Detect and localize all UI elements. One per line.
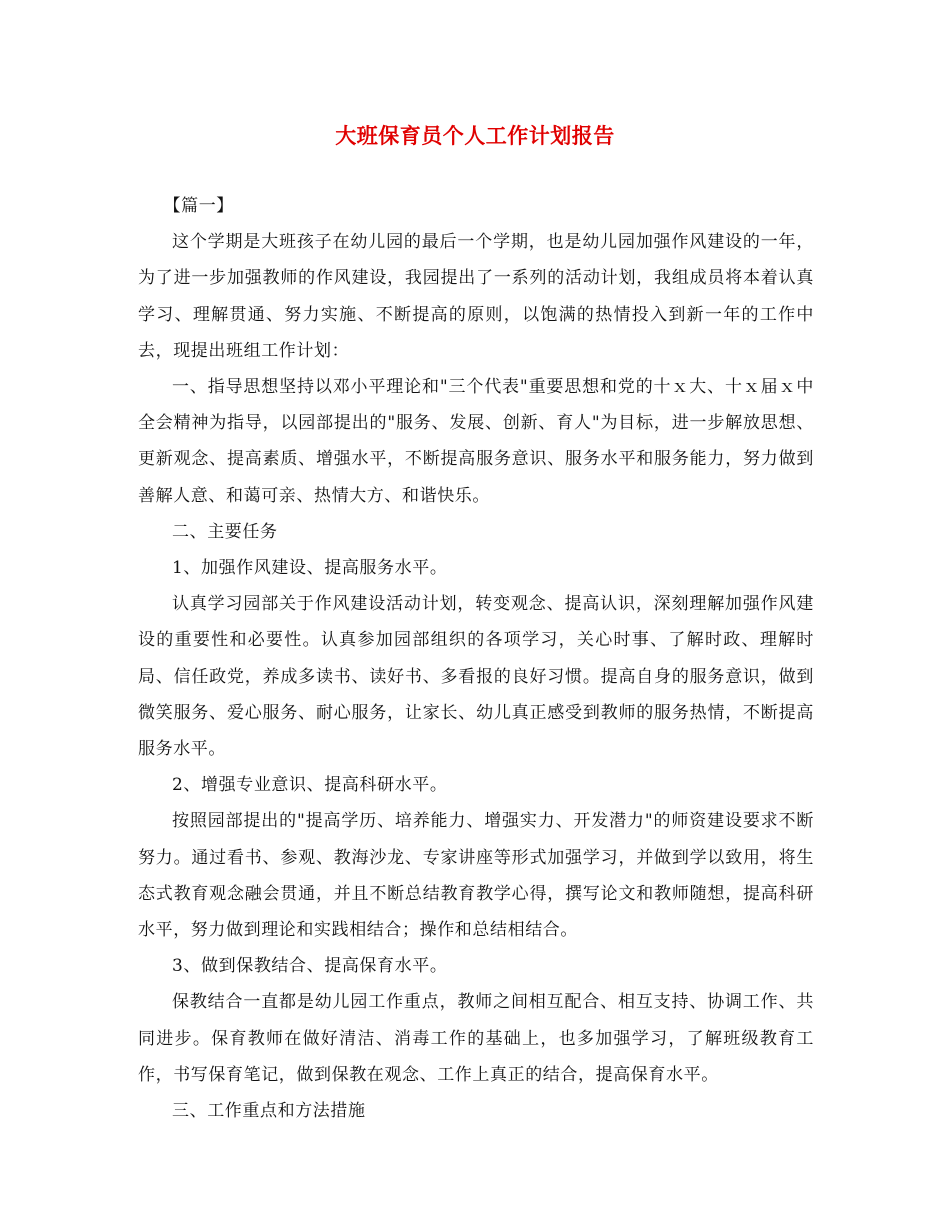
task-1-heading: 1、加强作风建设、提高服务水平。: [172, 558, 448, 579]
task-2-heading: 2、增强专业意识、提高科研水平。: [172, 775, 448, 796]
section-heading-part-one: 【篇一】: [163, 196, 234, 216]
intro-paragraph: 这个学期是大班孩子在幼儿园的最后一个学期，也是幼儿园加强作风建设的一年，为了进一步加强教师的作风建设，我园提出了一系列的活动计划，我组成员将本着认真学习、理解贯通、努力实施、不断提高的原则，以饱满的热情投入到新一年的工作中去，现提出班组工作计划：: [138, 232, 814, 361]
task-3-heading: 3、做到保教结合、提高保育水平。: [172, 956, 448, 977]
document-body: [138, 188, 814, 1129]
task-3-paragraph: 保教结合一直都是幼儿园工作重点，教师之间相互配合、相互支持、协调工作、共同进步。保育教师在做好清洁、消毒工作的基础上，也多加强学习，了解班级教育工作，书写保育笔记，做到保教在观念、工作上真正的结合，提高保育水平。: [138, 992, 814, 1085]
task-1-paragraph: 认真学习园部关于作风建设活动计划，转变观念、提高认识，深刻理解加强作风建设的重要性和必要性。认真参加园部组织的各项学习，关心时事、了解时政、理解时局、信任政党，养成多读书、读好书、多看报的良好习惯。提高自身的服务意识，做到微笑服务、爱心服务、耐心服务，让家长、幼儿真正感受到教师的服务热情，不断提高服务水平。: [138, 594, 814, 760]
document-title: 大班保育员个人工作计划报告: [335, 123, 615, 148]
task-2-paragraph: 按照园部提出的"提高学历、培养能力、增强实力、开发潜力"的师资建设要求不断努力。通过看书、参观、教海沙龙、专家讲座等形式加强学习，并做到学以致用，将生态式教育观念融会贯通，并且不断总结教育教学心得，撰写论文和教师随想，提高科研水平，努力做到理论和实践相结合；操作和总结相结合。: [138, 811, 814, 941]
work-focus-heading: 三、工作重点和方法措施: [172, 1101, 366, 1122]
guiding-ideology-paragraph: 一、指导思想坚持以邓小平理论和"三个代表"重要思想和党的十ｘ大、十ｘ届ｘ中全会精神为指导，以园部提出的"服务、发展、创新、育人"为目标，进一步解放思想、更新观念、提高素质、增强水平，不断提高服务意识、服务水平和服务能力，努力做到善解人意、和蔼可亲、热情大方、和谐快乐。: [138, 377, 814, 506]
main-tasks-heading: 二、主要任务: [172, 521, 278, 542]
